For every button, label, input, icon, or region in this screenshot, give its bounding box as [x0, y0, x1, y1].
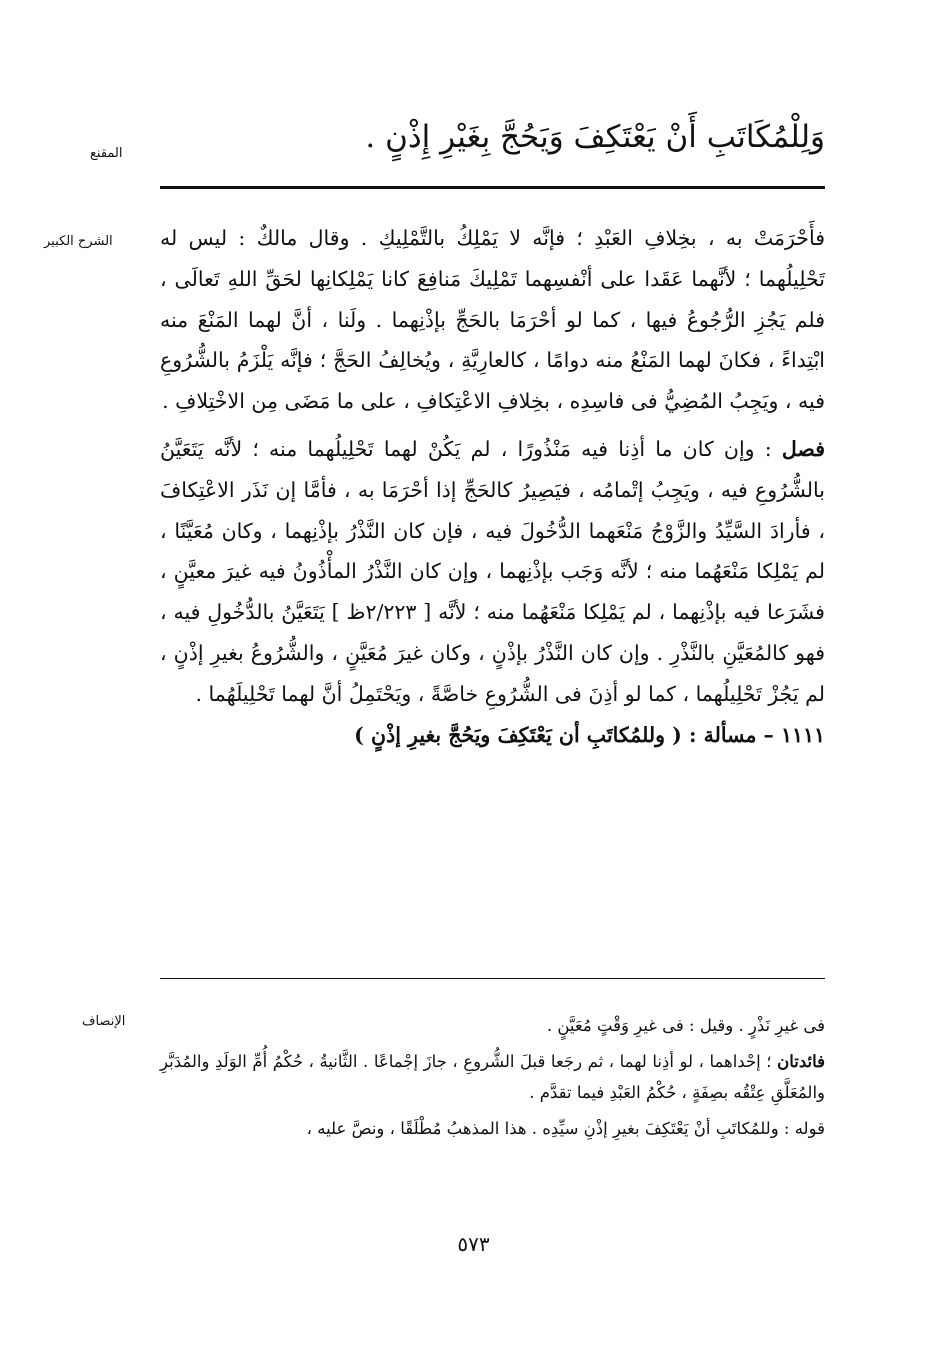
matn-text: وَلِلْمُكَاتَبِ أَنْ يَعْتَكِفَ وَيَحُجَّ بِغَيْرِ إِذْنٍ .: [365, 119, 825, 155]
fasl-text-continued: يَتَعَيَّنُ بالدُّخُولِ فيه ، فهو كالمُعَيَّنِ بالنَّذْرِ . وإن كان النَّذْرُ بإذْنٍ ، وكان غيرَ مُعَيَّنٍ ، والشُّرُوعُ بغيرِ إذْنٍ ، لم يَجُزْ تَحْلِيلُهما ، كما لو أذِنَ فى الشُّرُوعِ خاصَّةً ، ويَحْتَمِلُ أنَّ لهما تَحْلِيلَهُما .: [160, 600, 825, 706]
fasl-text: : وإن كان ما أذِنا فيه مَنْذُورًا ، لم يَكُنْ لهما تَحْلِيلُهما منه ؛ لأنَّه يَتَعَيَّنُ بالشُّرُوعِ فيه ، ويَجِبُ إتْمامُه ، فيَصِيرُ كالحَجِّ إذا أحْرَمَا به ، فأمَّا إن نَذَر الاعْتِكافَ ، فأرادَ السَّيِّدُ والزَّوْجُ مَنْعَهما الدُّخُولَ فيه ، فإن كان النَّذْرُ بإذْنِهما ، وكان مُعَيَّنًا ، لم يَمْلِكا مَنْعَهُما منه ؛ لأنَّه وَجَب بإذْنِهما ، وإن كان النَّذْرُ المأْذُونُ فيه غيرَ معيَّنٍ ، فشَرَعا فيه بإذْنِهما ، لم يَمْلِكا مَنْعَهُما منه ؛ لأنَّه: [160, 436, 825, 625]
insaf-faidatan: [160, 1046, 825, 1109]
page-number: ٥٧٣: [457, 1232, 490, 1256]
section-divider: [160, 978, 825, 979]
side-label-insaf: الإنصاف: [82, 1014, 126, 1029]
fasl-label: فصل: [781, 436, 825, 461]
insaf-line-1: فى غيرِ نَذْرٍ . وقيل : فى غيرِ وَقْتٍ مُعَيَّنٍ .: [546, 1016, 825, 1035]
sharh-paragraph-2: [160, 429, 825, 715]
side-label-sharh: الشرح الكبير: [44, 234, 113, 249]
masala-heading: ١١١١ – مسألة : ( وللمُكاتَبِ أن يَعْتَكِفَ ويَحُجَّ بغيرِ إذْنٍ ): [354, 722, 825, 747]
top-rule: [160, 186, 825, 189]
insaf-section: [160, 1010, 825, 1144]
insaf-qawluhu: قوله : وللمُكاتَبِ أنْ يَعْتَكِفَ بغيرِ إذْنِ سيِّدِه . هذا المذهبُ مُطْلَقًا ، ونصَّ عليه ،: [306, 1118, 825, 1138]
side-label-muqni: المقنع: [90, 146, 123, 161]
faidatan-text: ؛ إحْداهما ، لو أذِنا لهما ، ثم رجَعا قبلَ الشُّروعِ ، جازَ إجْماعًا . الثَّانيةُ ، حُكْمُ أُمِّ الوَلَدِ والمُدَبَّرِ والمُعَلَّقِ عِتْقُه بصِفَةٍ ، حُكْمُ العَبْدِ فيما تقدَّم .: [160, 1051, 825, 1102]
sharh-paragraph-1: فأَحْرَمَتْ به ، بخِلافِ العَبْدِ ؛ فإنَّه لا يَمْلِكُ بالتَّمْلِيكِ . وقال مالكٌ : ليس له تَحْلِيلُهما ؛ لأنَّهما عَقَدا على أنْفسِهما تَمْلِيكَ مَنافِعَ كانا يَمْلِكانِها لحَقِّ اللهِ تَعالَى ، فلم يَجُزِ الرُّجُوعُ فيها ، كما لو أحْرَمَا بالحَجِّ بإذْنِهما . ولَنا ، أنَّ لهما المَنْعَ منه ابْتِداءً ، فكانَ لهما المَنْعُ منه دوامًا ، كالعارِيَّةِ ، ويُخالِفُ الحَجَّ ؛ فإنَّه يَلْزَمُ بالشُّرُوعِ فيه ، ويَجِبُ المُضِيُّ فى فاسِدِه ، بخِلافِ الاعْتِكافِ ، على ما مَضَى مِن الاخْتِلافِ .: [160, 226, 825, 414]
faidatan-label: فائدتان: [777, 1051, 825, 1071]
sharh-section: [160, 218, 825, 755]
page-reference: [ ٢/٢٢٣ظ ]: [331, 600, 432, 625]
